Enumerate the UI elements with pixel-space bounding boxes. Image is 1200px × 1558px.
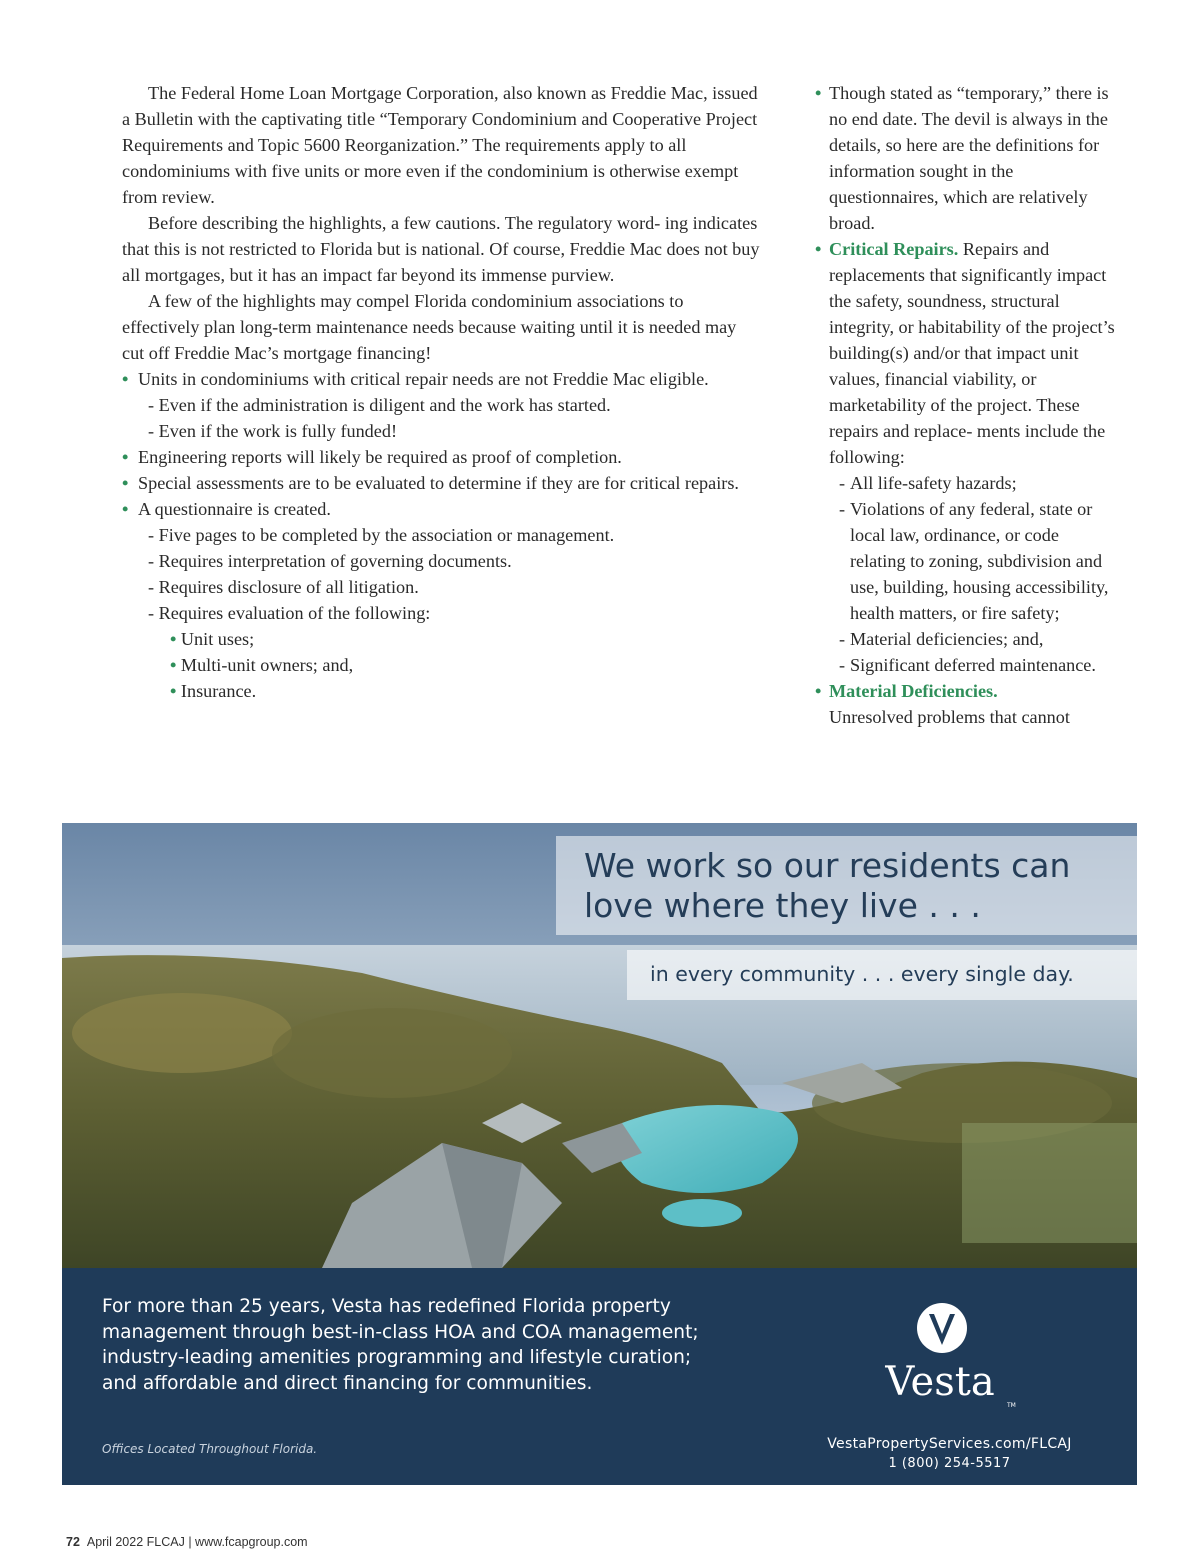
sub-item: - Material deficiencies; and, xyxy=(839,629,1044,649)
sub-item: - Requires evaluation of the following: xyxy=(148,603,431,623)
bullet-item: • Critical Repairs. Repairs and replacements that significantly impact the safety, soundness, structural integrity, or habitability of the project’s building(s) and/or that impact unit values, financial viability, or marketability of the project. These repairs and replace- ments include the following: xyxy=(815,236,1115,470)
ad-website[interactable]: VestaPropertyServices.com/FLCAJ xyxy=(827,1436,1072,1452)
evaluation-item: • Multi-unit owners; and, xyxy=(170,655,354,675)
term-material-deficiencies: Material Deficiencies. xyxy=(829,681,998,701)
sub-item: - Five pages to be completed by the association or management. xyxy=(148,525,615,545)
bullet-dot-icon: • xyxy=(815,239,822,259)
bullet-item: • Units in condominiums with critical repair needs are not Freddie Mac eligible. xyxy=(122,366,762,392)
intro-paragraph: A few of the highlights may compel Florida condominium associations to effectively plan long-term maintenance needs because waiting until it is needed may cut off Freddie Mac’s mortgage financing! xyxy=(122,291,737,363)
ad-headline: We work so our residents can love where they live . . . xyxy=(584,846,1071,925)
vesta-advertisement xyxy=(62,823,1137,1485)
bullet-item: • A questionnaire is created. xyxy=(122,496,762,522)
bullet-dot-icon: • xyxy=(122,499,129,519)
page-footer xyxy=(66,1535,308,1549)
sub-item: - Violations of any federal, state or local law, ordinance, or code relating to zoning, subdivision and use, building, housing accessibility, health matters, or fire safety; xyxy=(839,499,1109,623)
ad-subheadline: in every community . . . every single day. xyxy=(650,962,1074,986)
bullet-dot-icon: • xyxy=(815,681,822,701)
intro-paragraph: Before describing the highlights, a few cautions. The regulatory word- ing indicates that this is not restricted to Florida but is national. Of course, Freddie Mac does not buy all mortgages, but it has an impact far beyond its immense purview. xyxy=(122,213,760,285)
sub-item: - Even if the work is fully funded! xyxy=(148,421,398,441)
bullet-item: • Material Deficiencies. Unresolved problems that cannot xyxy=(815,678,1115,730)
evaluation-item: • Insurance. xyxy=(170,681,257,701)
intro-paragraph: The Federal Home Loan Mortgage Corporation, also known as Freddie Mac, issued a Bulletin with the captivating title “Temporary Condominium and Cooperative Project Requirements and Topic 5600 Reorganization.” The requirements apply to all condominiums with five units or more even if the condominium is otherwise exempt from review. xyxy=(122,83,758,207)
bullet-item: • Special assessments are to be evaluated to determine if they are for critical repairs. xyxy=(122,470,762,496)
bullet-dot-icon: • xyxy=(122,369,129,389)
bullet-item: • Though stated as “temporary,” there is no end date. The devil is always in the details, so here are the definitions for information sought in the questionnaires, which are relatively broad. xyxy=(815,80,1115,236)
sub-item: - Requires disclosure of all litigation. xyxy=(148,577,419,597)
bullet-item: • Engineering reports will likely be required as proof of completion. xyxy=(122,444,762,470)
ad-offices-note: Offices Located Throughout Florida. xyxy=(102,1442,318,1456)
bullet-dot-icon: • xyxy=(122,473,129,493)
sub-item: - Significant deferred maintenance. xyxy=(839,655,1096,675)
headline-panel xyxy=(556,836,1137,935)
article-left-column xyxy=(122,80,762,704)
vesta-logo xyxy=(857,1294,1027,1424)
ad-body-text: For more than 25 years, Vesta has redefined Florida property management through best-in-class HOA and COA management; industry-leading amenities programming and lifestyle curation; and affordable and direct financing for communities. xyxy=(102,1296,699,1394)
footer-separator: | xyxy=(188,1535,192,1549)
vesta-wordmark: Vesta xyxy=(885,1359,995,1405)
bullet-dot-icon: • xyxy=(170,681,177,701)
bullet-dot-icon: • xyxy=(170,655,177,675)
term-critical-repairs: Critical Repairs. xyxy=(829,239,959,259)
evaluation-item: • Unit uses; xyxy=(170,629,255,649)
bullet-dot-icon: • xyxy=(170,629,177,649)
issue-label: April 2022 FLCAJ xyxy=(86,1535,185,1549)
article-right-column xyxy=(815,80,1115,730)
bullet-dot-icon: • xyxy=(122,447,129,467)
subheadline-panel xyxy=(627,950,1137,1000)
bullet-dot-icon: • xyxy=(815,83,822,103)
sub-item: - All life-safety hazards; xyxy=(839,473,1017,493)
trademark-mark: TM xyxy=(1007,1402,1016,1409)
sub-item: - Even if the administration is diligent and the work has started. xyxy=(148,395,611,415)
ad-info-panel xyxy=(62,1268,1137,1485)
page-number: 72 xyxy=(66,1535,80,1549)
ad-phone[interactable]: 1 (800) 254-5517 xyxy=(888,1456,1011,1471)
footer-website[interactable]: www.fcapgroup.com xyxy=(195,1535,308,1549)
sub-item: - Requires interpretation of governing documents. xyxy=(148,551,512,571)
